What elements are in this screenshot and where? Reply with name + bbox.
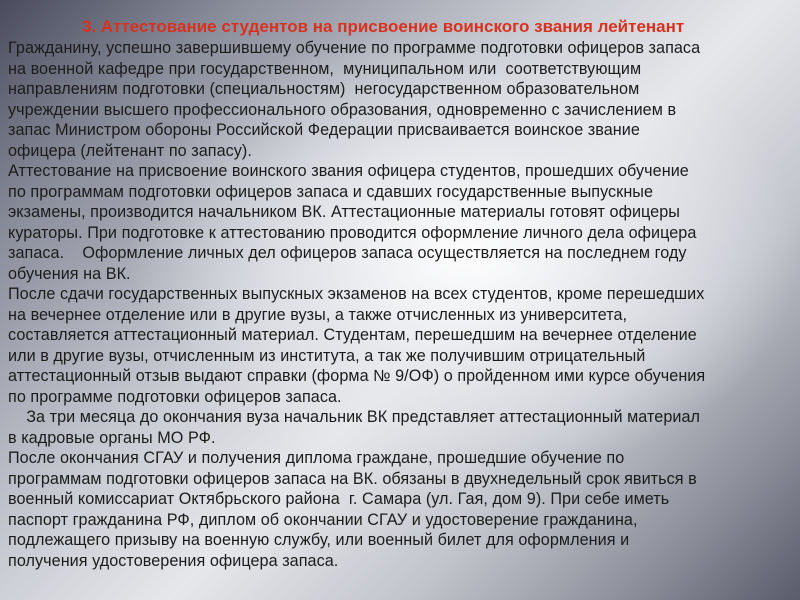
text-line: по программам подготовки офицеров запаса и сдавших государственные выпускные: [8, 182, 654, 201]
text-line: в кадровые органы МО РФ.: [8, 428, 216, 447]
text-line: на вечернее отделение или в другие вузы, а также отчисленных из университета,: [8, 305, 628, 324]
text-line: экзамены, производится начальником ВК. Аттестационные материалы готовят офицеры: [8, 203, 680, 221]
text-line: офицера (лейтенант по запасу).: [8, 141, 252, 160]
text-line: После окончания СГАУ и получения диплома граждане, прошедшие обучение по: [8, 449, 625, 467]
text-line: учреждении высшего профессионального образования, одновременно с зачислением в: [8, 100, 677, 119]
text-line: подлежащего призыву на военную службу, или военный билет для оформления и: [8, 531, 630, 549]
text-line: запас Министром обороны Российской Федерации присваивается воинское звание: [8, 121, 640, 139]
text-line: запаса. Оформление личных дел офицеров запаса осуществляется на последнем году: [8, 244, 687, 262]
slide-title: 3. Аттестование студентов на присвоение воинского звания лейтенант: [82, 17, 685, 36]
text-line: кураторы. При подготовке к аттестованию проводится оформление личного дела офицера: [8, 223, 697, 242]
text-line: военный комиссариат Октябрьского района г. Самара (ул. Гая, дом 9). При себе иметь: [8, 490, 670, 508]
text-line: получения удостоверения офицера запаса.: [8, 551, 339, 570]
text-line: аттестационный отзыв выдают справки (форма № 9/ОФ) о пройденном ими курсе обучения: [8, 367, 706, 385]
text-line: составляется аттестационный материал. Студентам, перешедшим на вечернее отделение: [8, 326, 697, 344]
text-line: Аттестование на присвоение воинского звания офицера студентов, прошедших обучение: [8, 162, 689, 180]
text-line: обучения на ВК.: [8, 264, 131, 283]
text-line: программам подготовки офицеров запаса на ВК. обязаны в двухнедельный срок явиться в: [8, 469, 697, 488]
text-line: направлениям подготовки (специальностям) негосударственном образовательном: [8, 80, 640, 98]
slide-body-text: [8, 38, 794, 571]
text-line: по программе подготовки офицеров запаса.: [8, 387, 342, 406]
text-line: или в другие вузы, отчисленным из института, а так же получившим отрицательный: [8, 346, 646, 365]
text-line: За три месяца до окончания вуза начальник ВК представляет аттестационный материал: [8, 408, 701, 426]
text-line: Гражданину, успешно завершившему обучение по программе подготовки офицеров запаса: [8, 39, 701, 57]
text-line: После сдачи государственных выпускных экзаменов на всех студентов, кроме перешедших: [8, 285, 705, 303]
text-line: на военной кафедре при государственном, муниципальном или соответствующим: [8, 59, 642, 78]
text-line: паспорт гражданина РФ, диплом об окончании СГАУ и удостоверение гражданина,: [8, 510, 638, 529]
